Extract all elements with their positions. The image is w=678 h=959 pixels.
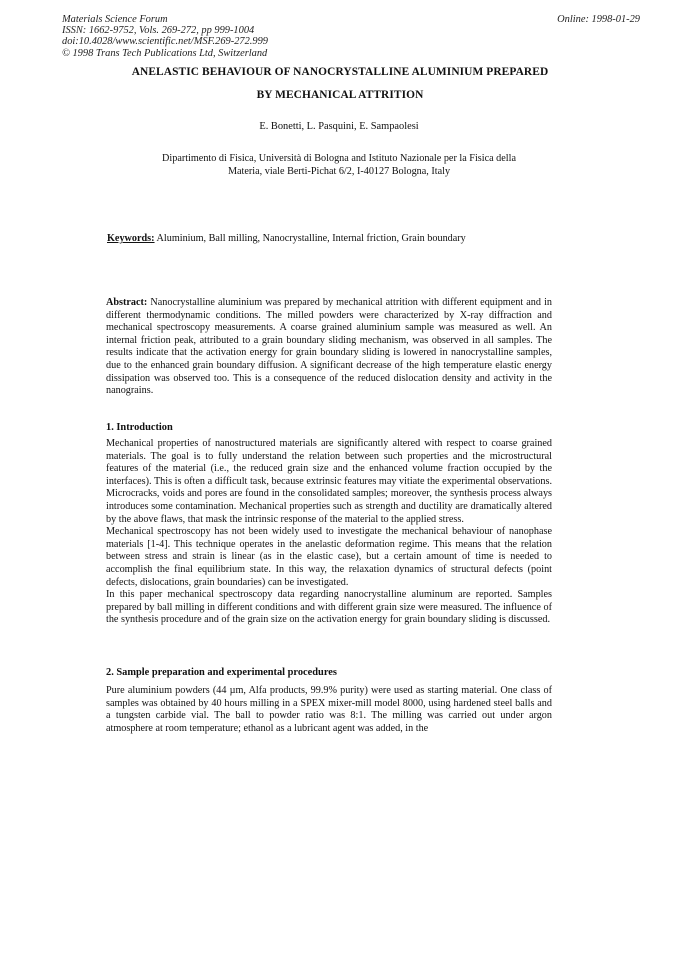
section-1-body	[106, 438, 552, 627]
doi-link[interactable]: doi:10.4028/www.scientific.net/MSF.269-272.999	[62, 36, 268, 48]
section-1-heading: 1. Introduction	[106, 422, 173, 433]
affiliation	[70, 152, 608, 178]
intro-paragraph-3: In this paper mechanical spectroscopy data regarding nanocrystalline aluminum are reported. Samples prepared by ball milling in different conditions and with different grain size were measured. The influence of the synthesis procedure and of the grain size on the activation energy for grain boundary sliding is discussed.	[106, 589, 552, 626]
keywords-label: Keywords:	[107, 233, 155, 244]
copyright-line: © 1998 Trans Tech Publications Ltd, Switzerland	[62, 47, 268, 59]
keywords	[107, 233, 567, 244]
abstract	[106, 297, 552, 398]
affiliation-line-2: Materia, viale Berti-Pichat 6/2, I-40127 Bologna, Italy	[227, 166, 451, 177]
abstract-text: Nanocrystalline aluminium was prepared by mechanical attrition with different equipment and in different thermodynamic conditions. The milled powders were characterized by X-ray diffraction and mechanical spectroscopy measurements. A coarse grained aluminium sample was measured as well. An internal friction peak, attributed to a grain boundary sliding mechanism, was observed in all samples. The results indicate that the activation energy for grain boundary sliding is lowered in nanocrystalline samples, due to the enhanced grain boundary diffusion. A significant decrease of the high temperature elastic energy dissipation was observed too. This is a consequence of the reduced dislocation density and activity in the nanograins.	[106, 297, 552, 397]
keywords-list: Aluminium, Ball milling, Nanocrystalline, Internal friction, Grain boundary	[156, 233, 466, 244]
section-2-body	[106, 685, 552, 735]
intro-paragraph-1: Mechanical properties of nanostructured materials are significantly altered with respect to coarse grained materials. The goal is to fully understand the relation between such properties and the microstructural features of the material (i.e., the reduced grain size and the enhanced volume fraction occupied by the interfaces). This is often a difficult task, because extrinsic features may vitiate the experimental observations. Microcracks, voids and pores are found in the consolidated samples; moreover, the synthesis process always introduces some contamination. Mechanical properties such as strength and ductility are dramatically altered by the above flaws, that mask the intrinsic response of the material to the applied stress.	[106, 438, 552, 525]
paper-title-line-2: BY MECHANICAL ATTRITION	[256, 89, 424, 101]
paper-title-line-1: ANELASTIC BEHAVIOUR OF NANOCRYSTALLINE ALUMINIUM PREPARED	[131, 66, 549, 78]
affiliation-line-1: Dipartimento di Fisica, Università di Bologna and Istituto Nazionale per la Fisica della	[162, 153, 516, 164]
journal-header	[62, 14, 268, 59]
abstract-label: Abstract:	[106, 297, 148, 308]
intro-paragraph-2: Mechanical spectroscopy has not been widely used to investigate the mechanical behaviour of nanophase materials [1-4]. This technique operates in the anelastic deformation regime. This means that the relation between stress and strain is linear (as in the elastic case), but a certain amount of time is needed to accomplish the final equilibrium state. In this way, the relaxation dynamics of structural defects (point defects, dislocations, grain boundaries) can be investigated.	[106, 526, 552, 588]
issn-line: ISSN: 1662-9752, Vols. 269-272, pp 999-1004	[62, 25, 255, 37]
authors: E. Bonetti, L. Pasquini, E. Sampaolesi	[259, 121, 419, 132]
online-date: Online: 1998-01-29	[557, 14, 640, 25]
section-2-heading: 2. Sample preparation and experimental procedures	[106, 667, 337, 678]
journal-name: Materials Science Forum	[62, 14, 168, 25]
methods-paragraph-1: Pure aluminium powders (44 µm, Alfa products, 99.9% purity) were used as starting material. One class of samples was obtained by 40 hours milling in a SPEX mixer-mill model 8000, using hardened steel balls and a tungsten carbide vial. The ball to powder ratio was 8:1. The milling was carried out under argon atmosphere at room temperature; ethanol as a lubricant agent was added, in the	[106, 685, 552, 734]
